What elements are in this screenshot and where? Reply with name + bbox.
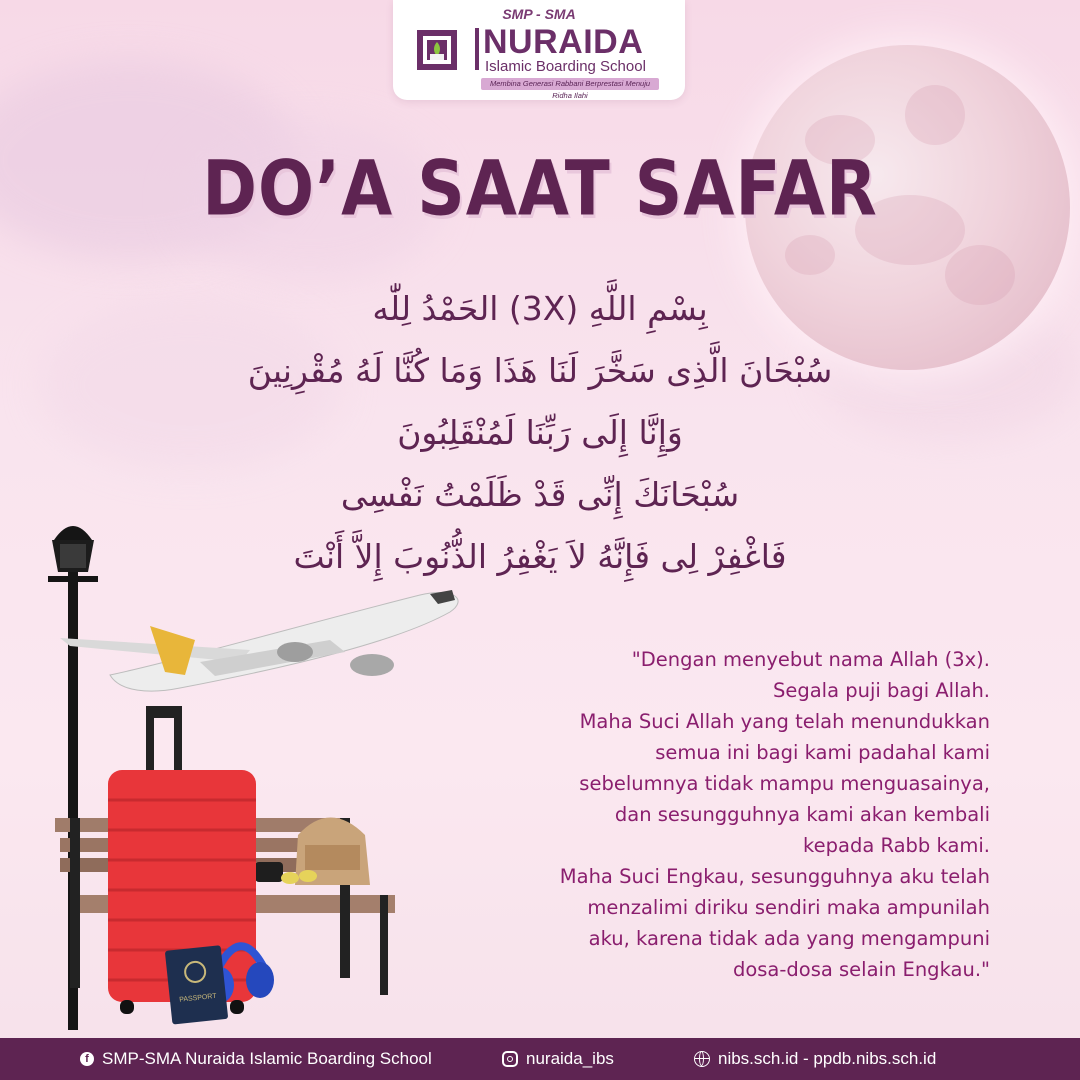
translation-line: menzalimi diriku sendiri maka ampunilah	[587, 896, 990, 919]
arabic-line: سُبْحَانَكَ إِنِّى قَدْ ظَلَمْتُ نَفْسِى	[340, 475, 740, 514]
passport-label: PASSPORT	[178, 992, 217, 1004]
travel-illustration	[0, 500, 560, 1040]
translation-text	[510, 644, 990, 985]
translation-line: Maha Suci Engkau, sesungguhnya aku telah	[559, 865, 990, 888]
footer-website[interactable]	[694, 1038, 936, 1080]
camera-icon	[255, 862, 283, 882]
arabic-line: بِسْمِ اللَّهِ (3X) الحَمْدُ لِلّٰه	[372, 289, 708, 328]
globe-icon	[694, 1051, 710, 1067]
translation-line: kepada Rabb kami.	[803, 834, 990, 857]
instagram-label: nuraida_ibs	[526, 1049, 614, 1068]
passport-icon	[165, 945, 228, 1024]
facebook-icon: f	[80, 1052, 94, 1066]
arabic-line: وَإِنَّا إِلَى رَبِّنَا لَمُنْقَلِبُونَ	[397, 413, 683, 452]
instagram-icon	[502, 1051, 518, 1067]
logo-subtitle: Islamic Boarding School	[485, 58, 646, 75]
logo-top-text: SMP - SMA	[502, 6, 576, 22]
translation-line: Maha Suci Allah yang telah menundukkan	[579, 710, 990, 733]
logo-tagline: Membina Generasi Rabbani Berprestasi Menuju Ridha Ilahi	[481, 78, 659, 90]
translation-line: dosa-dosa selain Engkau."	[732, 958, 990, 981]
logo-name: NURAIDA	[483, 23, 644, 61]
translation-line: "Dengan menyebut nama Allah (3x).	[631, 648, 990, 671]
website-label: nibs.sch.id - ppdb.nibs.sch.id	[718, 1049, 937, 1068]
translation-line: sebelumnya tidak mampu menguasainya,	[579, 772, 990, 795]
arabic-line: فَاغْفِرْ لِى فَإِنَّهُ لاَ يَغْفِرُ الذُّنُوبَ إِلاَّ أَنْتَ	[293, 537, 787, 576]
school-emblem-icon	[415, 26, 467, 74]
page-title: DO’A SAAT SAFAR	[202, 144, 878, 233]
translation-line: Segala puji bagi Allah.	[772, 679, 990, 702]
arabic-line: سُبْحَانَ الَّذِى سَخَّرَ لَنَا هَذَا وَمَا كُنَّا لَهُ مُقْرِنِينَ	[247, 351, 833, 390]
logo-divider	[475, 28, 479, 70]
translation-line: semua ini bagi kami padahal kami	[655, 741, 990, 764]
school-logo	[393, 0, 685, 100]
footer-instagram[interactable]	[502, 1038, 614, 1080]
facebook-label: SMP-SMA Nuraida Islamic Boarding School	[102, 1049, 432, 1068]
translation-line: dan sesungguhnya kami akan kembali	[614, 803, 990, 826]
airplane-icon	[60, 590, 458, 691]
footer-bar	[0, 1038, 1080, 1080]
footer-facebook[interactable]	[80, 1038, 432, 1080]
translation-line: aku, karena tidak ada yang mengampuni	[588, 927, 990, 950]
